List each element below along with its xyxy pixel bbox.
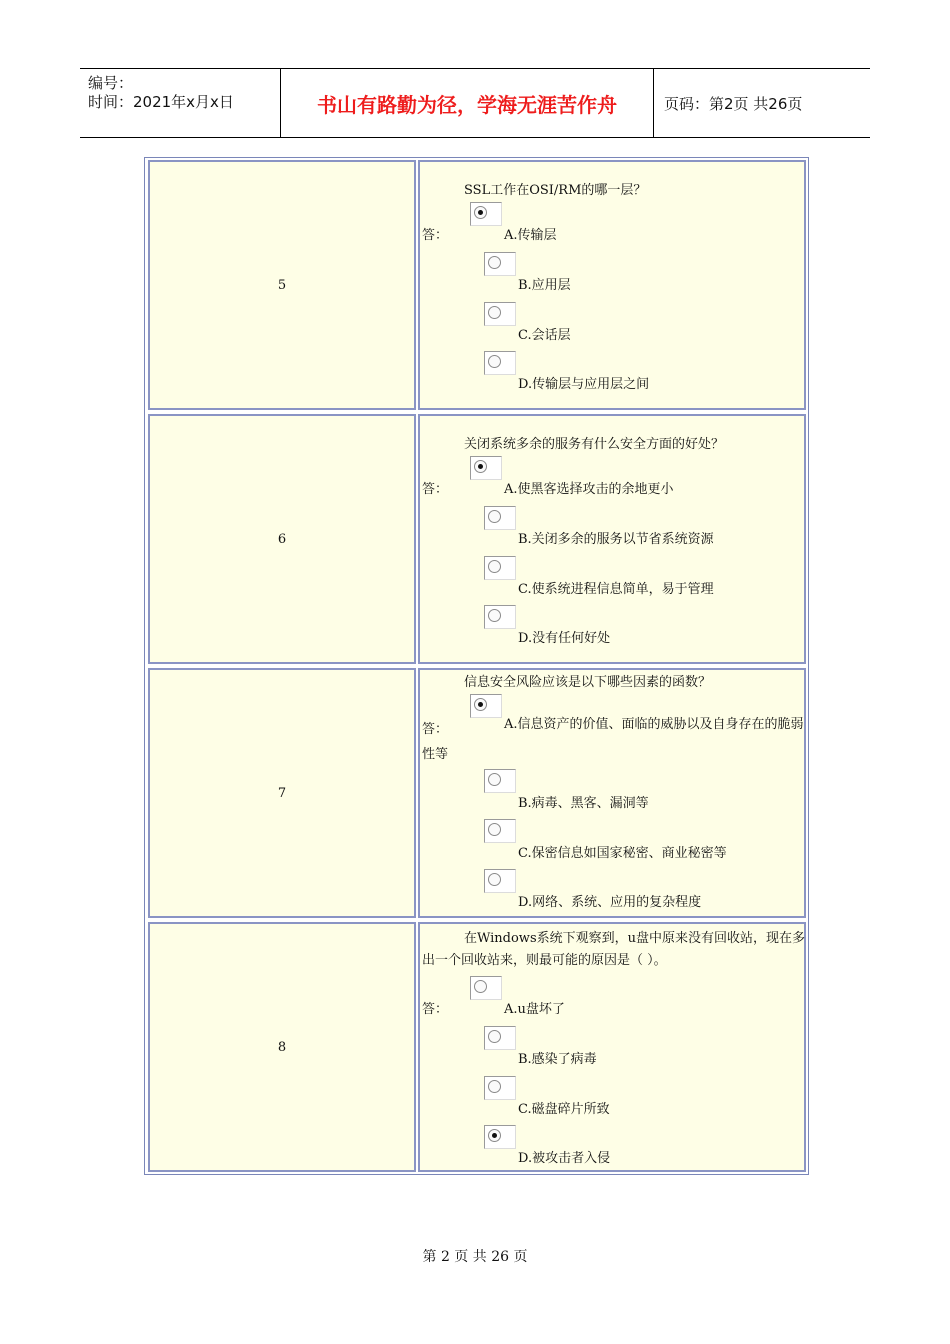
- question-text: 关闭系统多余的服务有什么安全方面的好处？: [464, 437, 725, 452]
- option-c-radio[interactable]: [484, 556, 516, 580]
- option-a-radio[interactable]: [470, 202, 502, 226]
- number-label: 编号：: [88, 74, 134, 92]
- question-cell: [418, 922, 806, 1172]
- option-c-label: C.保密信息如国家秘密、商业秘密等: [518, 846, 727, 861]
- option-d-radio[interactable]: [484, 869, 516, 893]
- option-d-label: D.被攻击者入侵: [518, 1151, 611, 1166]
- option-b-radio[interactable]: [484, 252, 516, 276]
- question-row: [148, 668, 805, 918]
- option-c-radio[interactable]: [484, 302, 516, 326]
- answer-label: 答：: [422, 482, 449, 497]
- header-motto: 书山有路勤为径，学海无涯苦作舟: [280, 69, 654, 137]
- option-a-label: A.u盘坏了: [504, 1002, 565, 1017]
- option-a-label: A.使黑客选择攻击的余地更小: [504, 482, 674, 497]
- question-table: [144, 157, 809, 1175]
- question-text: 信息安全风险应该是以下哪些因素的函数？: [464, 675, 712, 690]
- option-d-label: D.传输层与应用层之间: [518, 377, 650, 392]
- question-text: 在Windows系统下观察到，u盘中原来没有回收站，现在多出一个回收站来，则最可能的原因是（ ）。: [422, 931, 805, 968]
- option-c-radio[interactable]: [484, 819, 516, 843]
- question-cell: [418, 160, 806, 410]
- question-number: 7: [148, 668, 416, 918]
- option-b-radio[interactable]: [484, 506, 516, 530]
- option-d-label: D.网络、系统、应用的复杂程度: [518, 895, 702, 910]
- option-b-label: B.病毒、黑客、漏洞等: [518, 796, 649, 811]
- option-a-radio[interactable]: [470, 976, 502, 1000]
- date-label: 时间：2021年x月x日: [88, 93, 234, 111]
- header-page-info: 页码：第2页 共26页: [664, 94, 803, 113]
- option-b-radio[interactable]: [484, 769, 516, 793]
- option-b-radio[interactable]: [484, 1026, 516, 1050]
- question-text: SSL工作在OSI/RM的哪一层？: [464, 183, 647, 198]
- option-d-radio[interactable]: [484, 605, 516, 629]
- question-number: 8: [148, 922, 416, 1172]
- question-row: [148, 160, 805, 410]
- question-row: [148, 922, 805, 1172]
- header-meta: [80, 69, 280, 137]
- option-d-label: D.没有任何好处: [518, 631, 611, 646]
- option-d-radio[interactable]: [484, 1125, 516, 1149]
- question-cell: [418, 668, 806, 918]
- answer-label: 答：: [422, 228, 449, 243]
- question-number: 5: [148, 160, 416, 410]
- option-b-label: B.应用层: [518, 278, 571, 293]
- answer-label: 答：: [422, 722, 449, 737]
- answer-label: 答：: [422, 1002, 449, 1017]
- option-a-radio[interactable]: [470, 456, 502, 480]
- option-a-label: A.信息资产的价值、面临的威胁以及自身存在的脆弱性等: [422, 717, 804, 762]
- option-a-label: A.传输层: [504, 228, 557, 243]
- page-header: [80, 68, 870, 138]
- option-c-label: C.使系统进程信息简单，易于管理: [518, 582, 714, 597]
- option-d-radio[interactable]: [484, 351, 516, 375]
- option-c-label: C.磁盘碎片所致: [518, 1102, 610, 1117]
- question-number: 6: [148, 414, 416, 664]
- option-b-label: B.关闭多余的服务以节省系统资源: [518, 532, 714, 547]
- option-b-label: B.感染了病毒: [518, 1052, 597, 1067]
- option-c-radio[interactable]: [484, 1076, 516, 1100]
- option-c-label: C.会话层: [518, 328, 571, 343]
- question-row: [148, 414, 805, 664]
- question-cell: [418, 414, 806, 664]
- page-footer: 第 2 页 共 26 页: [422, 1249, 528, 1265]
